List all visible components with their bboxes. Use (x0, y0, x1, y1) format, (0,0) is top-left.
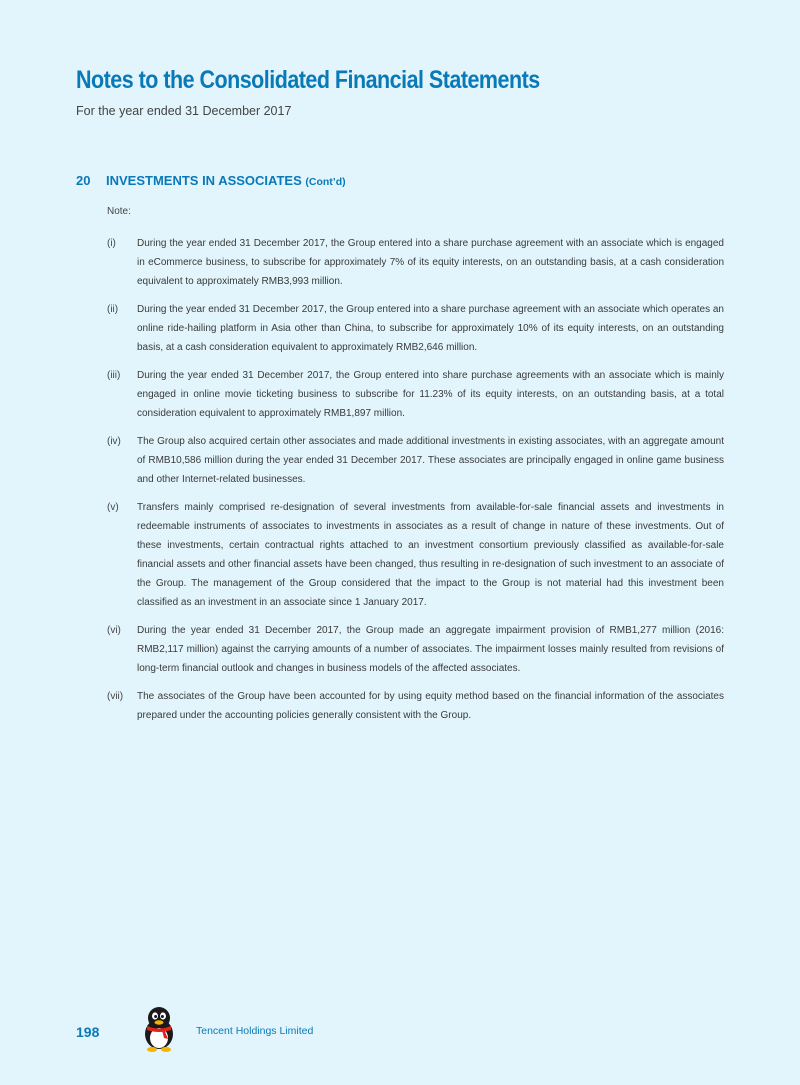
note-text: During the year ended 31 December 2017, the Group entered into a share purchase agreement with an associate which operates an online ride-hailing platform in Asia other than China, to subscribe for approximately 10% of its equity interests, on an outstanding basis, at a cash consideration equivalent to approximately RMB2,646 million. (137, 304, 724, 353)
note-item (107, 432, 724, 489)
note-text: The Group also acquired certain other associates and made additional investments in existing associates, with an aggregate amount of RMB10,586 million during the year ended 31 December 2017. These associates are principally engaged in online game business and other Internet-related businesses. (137, 436, 724, 485)
page-subtitle: For the year ended 31 December 2017 (76, 104, 292, 118)
notes-list (107, 234, 724, 734)
note-marker: (iii) (107, 370, 121, 381)
section-title: INVESTMENTS IN ASSOCIATES (106, 173, 302, 188)
page-title: Notes to the Consolidated Financial Statements (76, 66, 540, 94)
note-marker: (v) (107, 502, 119, 513)
note-item (107, 366, 724, 423)
note-item (107, 300, 724, 357)
section-number: 20 (76, 173, 91, 188)
note-marker: (vi) (107, 625, 121, 636)
note-item (107, 687, 724, 725)
note-item (107, 621, 724, 678)
note-marker: (vii) (107, 691, 124, 702)
note-item (107, 234, 724, 291)
note-label: Note: (107, 206, 131, 217)
note-marker: (ii) (107, 304, 119, 315)
section-cont: (Cont’d) (305, 176, 346, 188)
note-text: During the year ended 31 December 2017, the Group entered into a share purchase agreement with an associate which is engaged in eCommerce business, to subscribe for approximately 7% of its equity interests, on an outstanding basis, at a cash consideration equivalent to approximately RMB3,993 million. (137, 238, 724, 287)
note-text: The associates of the Group have been accounted for by using equity method based on the financial information of the associates prepared under the accounting policies generally consistent with the Group. (137, 691, 724, 721)
note-marker: (i) (107, 238, 116, 249)
note-text: During the year ended 31 December 2017, the Group made an aggregate impairment provision of RMB1,277 million (2016: RMB2,117 million) against the carrying amounts of a number of associates. The impairment losses mainly resulted from revisions of long-term financial outlook and changes in business models of the affected associates. (137, 625, 724, 674)
note-text: During the year ended 31 December 2017, the Group entered into share purchase agreements with an associate which is mainly engaged in online movie ticketing business to subscribe for 11.23% of its equity interests, on an outstanding basis, at a total consideration equivalent to approximately RMB1,897 million. (137, 370, 724, 419)
footer-page-number: 198 (76, 1024, 100, 1040)
note-marker: (iv) (107, 436, 121, 447)
penguin-mascot-icon (139, 1005, 179, 1053)
note-item (107, 498, 724, 612)
section-heading (76, 173, 346, 188)
footer-company-name: Tencent Holdings Limited (196, 1025, 314, 1037)
note-text: Transfers mainly comprised re-designation of several investments from available-for-sale financial assets and investments in redeemable instruments of associates to investments in associates as a result of change in nature of these investments. Out of these investments, certain contractual rights attached to an investment consortium previously classified as available-for-sale financial assets and other financial assets have been changed, thus resulting in re-designation of such investment to an associate of the Group. The management of the Group considered that the impact to the Group is not material had this investment been classified as an investment in an associate since 1 January 2017. (137, 502, 724, 608)
